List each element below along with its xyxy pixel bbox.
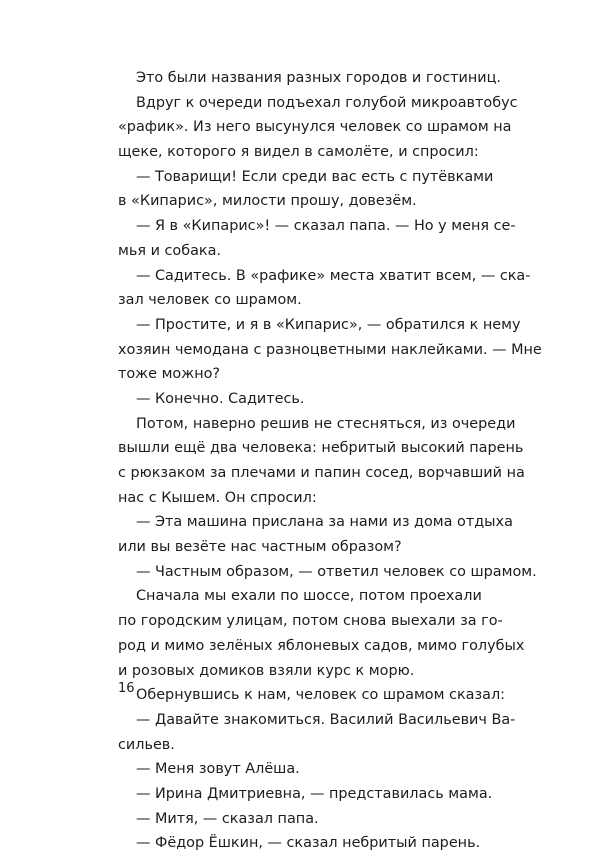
text-line: — Фёдор Ёшкин, — сказал небритый парень. <box>136 835 481 852</box>
text-line: Сначала мы ехали по шоссе, потом проехали <box>136 588 482 605</box>
text-line: зал человек со шрамом. <box>118 292 302 309</box>
text-line: Обернувшись к нам, человек со шрамом сказал: <box>136 687 505 704</box>
text-line: — Ирина Дмитриевна, — представилась мама. <box>136 785 493 802</box>
text-line: — Митя, — сказал папа. <box>136 810 319 827</box>
text-line: — Эта машина прислана за нами из дома отдыха <box>136 514 513 531</box>
text-line: «рафик». Из него высунулся человек со шрамом на <box>118 119 512 136</box>
text-line: род и мимо зелёных яблоневых садов, мимо голубых <box>118 637 525 654</box>
text-line: — Садитесь. В «рафике» места хватит всем, — ска- <box>136 267 531 284</box>
body-text <box>118 66 542 856</box>
text-line: мья и собака. <box>118 242 221 259</box>
text-line: или вы везёте нас частным образом? <box>118 539 402 556</box>
text-line: нас с Кышем. Он спросил: <box>118 489 317 506</box>
text-line: Вдруг к очереди подъехал голубой микроавтобус <box>136 94 518 111</box>
page-number: 16 <box>118 681 135 696</box>
text-line: Потом, наверно решив не стесняться, из очереди <box>136 415 516 432</box>
text-line: — Конечно. Садитесь. <box>136 390 305 407</box>
text-line: с рюкзаком за плечами и папин сосед, ворчавший на <box>118 465 525 481</box>
text-line: щеке, которого я видел в самолёте, и спросил: <box>118 144 479 161</box>
text-line: по городским улицам, потом снова выехали за го- <box>118 613 503 630</box>
text-line: — Меня зовут Алёша. <box>136 761 300 778</box>
text-line: — Я в «Кипарис»! — сказал папа. — Но у меня се- <box>136 218 516 235</box>
text-line: — Давайте знакомиться. Василий Васильевич Ва- <box>136 711 516 728</box>
text-line: Это были названия разных городов и гостиниц. <box>136 70 501 86</box>
text-line: — Простите, и я в «Кипарис», — обратился к нему <box>136 316 521 333</box>
text-line: тоже можно? <box>118 366 221 383</box>
text-line: — Частным образом, — ответил человек со шрамом. <box>136 563 537 580</box>
text-line: в «Кипарис», милости прошу, довезём. <box>118 193 417 210</box>
text-line: сильев. <box>118 736 175 753</box>
text-line: — Товарищи! Если среди вас есть с путёвками <box>136 168 494 185</box>
text-line: вышли ещё два человека: небритый высокий парень <box>118 440 524 457</box>
text-line: хозяин чемодана с разноцветными наклейками. — Мне <box>118 341 542 358</box>
text-line: и розовых домиков взяли курс к морю. <box>118 662 415 679</box>
